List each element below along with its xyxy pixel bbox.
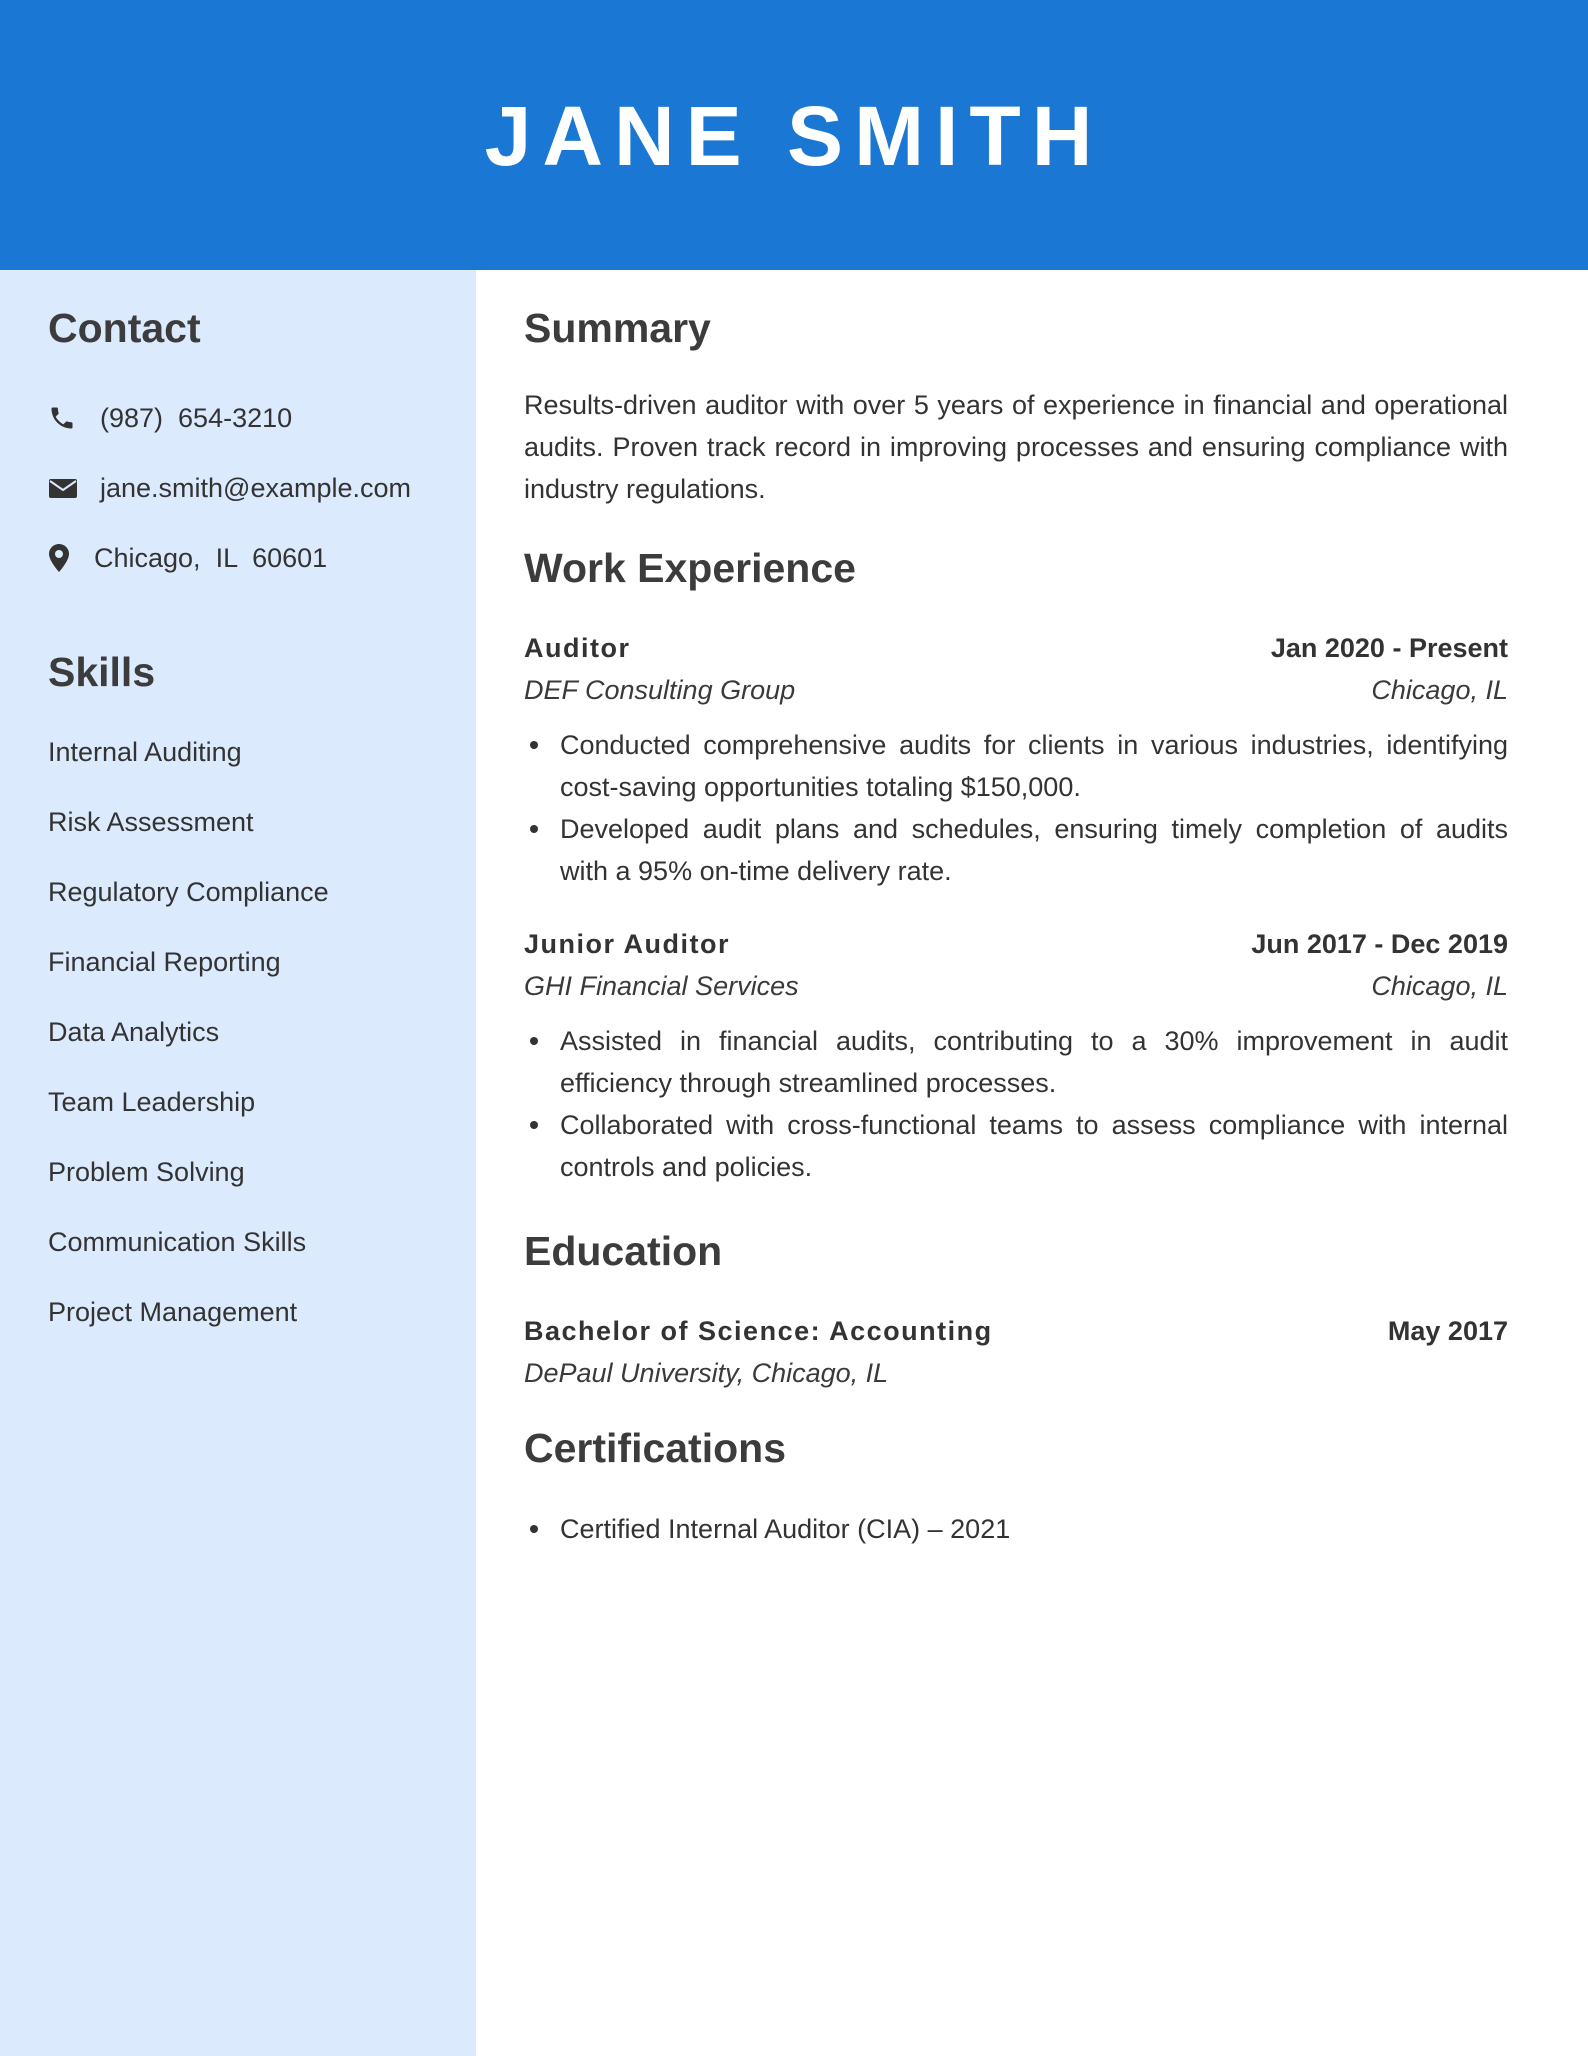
skill-item: Internal Auditing [48,737,242,767]
phone-icon [48,401,82,435]
summary-text: Results-driven auditor with over 5 years of experience in financial and operational audits. Proven track record in improving processes and ensuring compliance with industry regulations. [524,390,1508,504]
job-company: GHI Financial Services [524,971,799,1001]
education-heading: Education [524,1228,723,1274]
location-text: Chicago, IL 60601 [94,542,328,573]
list-item [560,1508,1508,1550]
bullet-text: Collaborated with cross-functional teams to assess compliance with internal controls and policies. [560,1110,1508,1182]
job-bullets [560,1020,1508,1188]
skill-item: Risk Assessment [48,807,254,837]
school: DePaul University, Chicago, IL [524,1358,889,1388]
job-title-row [524,924,1508,964]
email-address: jane.smith@example.com [100,472,412,503]
job-bullets [560,724,1508,892]
bullet-dot [530,1525,538,1533]
bullet-dot [530,741,538,749]
contact-phone [48,398,292,438]
skill-item: Project Management [48,1297,298,1327]
envelope-icon [48,471,82,505]
job-dates: Jan 2020 - Present [1270,633,1508,663]
job-company-row [524,966,1508,1006]
certification-text: Certified Internal Auditor (CIA) – 2021 [560,1514,1011,1544]
skill-item: Data Analytics [48,1017,220,1047]
phone-number: (987) 654-3210 [100,402,293,433]
certifications-heading: Certifications [524,1425,786,1471]
contact-heading: Contact [48,305,201,351]
map-pin-icon [48,541,82,575]
contact-location [48,538,327,578]
skill-item: Communication Skills [48,1227,307,1257]
header-banner [0,0,1588,270]
summary-heading: Summary [524,305,711,351]
education-degree-row [524,1311,1508,1351]
degree: Bachelor of Science: Accounting [524,1316,993,1346]
bullet-text: Conducted comprehensive audits for clients in various industries, identifying cost-saving opportunities totaling $150,000. [560,730,1508,802]
job-dates: Jun 2017 - Dec 2019 [1251,929,1508,959]
candidate-name: JANE SMITH [484,89,1104,183]
sidebar [0,270,476,2056]
graduation-date: May 2017 [1387,1316,1508,1346]
education-school-row [524,1353,1508,1393]
skills-heading: Skills [48,649,156,695]
skill-item: Financial Reporting [48,947,281,977]
bullet-dot [530,1037,538,1045]
bullet-dot [530,1121,538,1129]
job-location: Chicago, IL [1371,675,1508,705]
list-item [560,1020,1508,1104]
job-company-row [524,670,1508,710]
list-item [560,1104,1508,1188]
bullet-text: Assisted in financial audits, contributing to a 30% improvement in audit efficiency through streamlined processes. [560,1026,1508,1098]
list-item [560,808,1508,892]
skill-item: Team Leadership [48,1087,256,1117]
contact-email [48,468,411,508]
experience-heading: Work Experience [524,545,856,591]
list-item [560,724,1508,808]
skill-item: Regulatory Compliance [48,877,329,907]
job-company: DEF Consulting Group [524,675,796,705]
bullet-text: Developed audit plans and schedules, ensuring timely completion of audits with a 95% on-time delivery rate. [560,814,1508,886]
job-title: Junior Auditor [524,929,730,959]
bullet-dot [530,825,538,833]
certification-list [560,1508,1508,1550]
skill-item: Problem Solving [48,1157,245,1187]
job-title: Auditor [524,633,631,663]
job-location: Chicago, IL [1371,971,1508,1001]
job-title-row [524,628,1508,668]
